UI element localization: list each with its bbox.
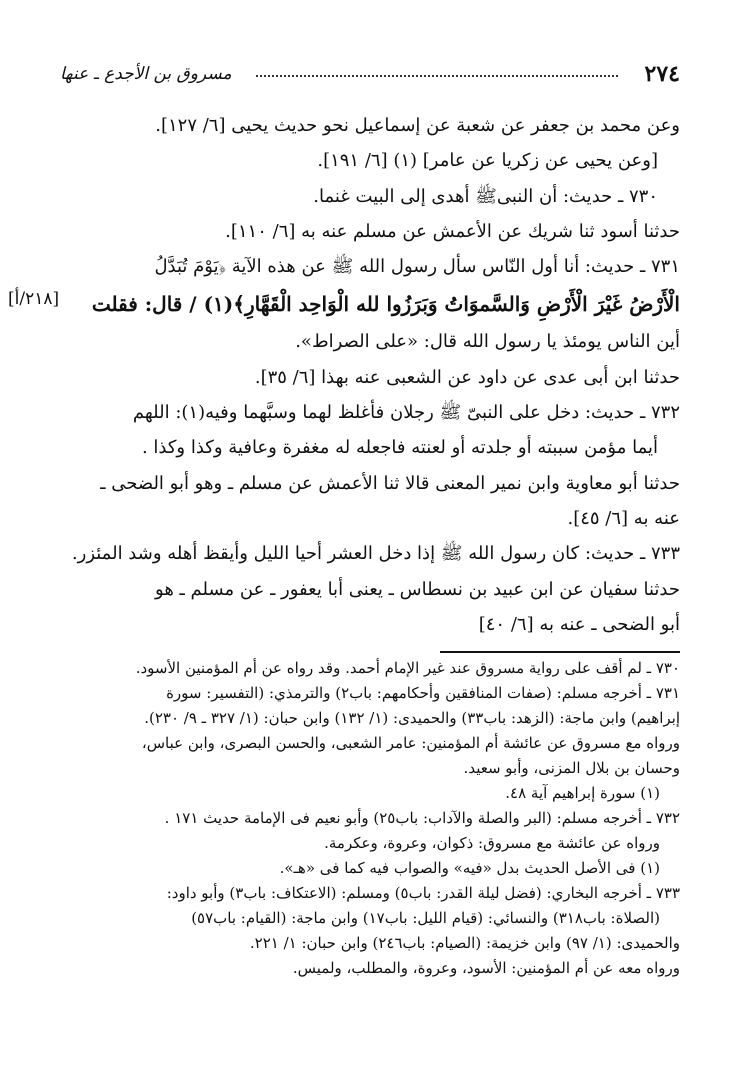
- header-dotted-rule: [256, 75, 618, 77]
- footnote-line: إبراهيم) وابن ماجة: (الزهد: باب٣٣) والحميدى: (١/ ١٣٢) وابن حبان: (١/ ٣٢٧ ـ ٩/ ٢٣٠).: [144, 709, 680, 727]
- text-line: ٧٣٠ ـ حديث: أن النبىﷺ أهدى إلى البيت غنما.: [313, 185, 658, 207]
- text-line: حدثنا ابن أبى عدى عن داود عن الشعبى عنه بهذا [٦/ ٣٥].: [254, 366, 680, 388]
- footnotes: [54, 656, 680, 981]
- text-line: حدثنا أسود ثنا شريك عن الأعمش عن مسلم عنه به [٦/ ١١٠].: [225, 220, 680, 242]
- footnote-line: ٧٣١ ـ أخرجه مسلم: (صفات المنافقين وأحكامهم: باب٢) والترمذي: (التفسير: سورة: [166, 684, 680, 702]
- text-line: ٧٣٢ ـ حديث: دخل على النبىّ ﷺ رجلان فأغلظ لهما وسبَّهما وفيه(١): اللهم: [132, 402, 680, 424]
- text-line: أبو الضحى ـ عنه به [٦/ ٤٠]: [478, 613, 680, 635]
- footnote-line: ورواه مع مسروق عن عائشة أم المؤمنين: عامر الشعبى، والحسن البصرى، وابن عباس،: [141, 734, 680, 752]
- text-line: ٧٣٣ ـ حديث: كان رسول الله ﷺ إذا دخل العشر أحيا الليل وأيقظ أهله وشد المئزر.: [71, 543, 680, 565]
- text-line: عنه به [٦/ ٤٥].: [567, 507, 680, 529]
- footnote-line: ورواه معه عن أم المؤمنين: الأسود، وعروة، والمطلب، ولميس.: [292, 959, 680, 977]
- text-line: أيما مؤمن سببته أو جلدته أو لعنته فاجعله له مغفرة وعافية وكذا وكذا .: [141, 437, 658, 459]
- text-line: حدثنا أبو معاوية وابن نمير المعنى قالا ثنا الأعمش عن مسلم ـ وهو أبو الضحى ـ: [100, 472, 680, 494]
- footnote-line: والحميدى: (١/ ٩٧) وابن خزيمة: (الصيام: باب٢٤٦) وابن حبان: ١/ ٢٢١.: [249, 934, 680, 952]
- main-text: [54, 108, 680, 642]
- text-line: ٧٣١ ـ حديث: أنا أول النّاس سأل رسول الله ﷺ عن هذه الآية ﴿يَوْمَ تُبَدَّلُ: [154, 256, 680, 278]
- footnote-line: ٧٣٣ ـ أخرجه البخاري: (فضل ليلة القدر: باب٥) ومسلم: (الاعتكاف: باب٣) وأبو داود:: [166, 884, 680, 902]
- running-title: مسروق بن الأجدع ـ عنها: [60, 64, 232, 84]
- text-line: أين الناس يومئذ يا رسول الله قال: «على الصراط».: [295, 331, 680, 353]
- footnote-line: (الصلاة: باب٣١٨) والنسائي: (قيام الليل: باب١٧) وابن ماجة: (القيام: باب٥٧): [191, 909, 660, 927]
- text-line: حدثنا سفيان عن ابن عبيد بن نسطاس ـ يعنى أبا يعفور ـ عن مسلم ـ هو: [155, 578, 680, 600]
- footnote-line: ٧٣٢ ـ أخرجه مسلم: (البر والصلة والآداب: باب٢٥) وأبو نعيم فى الإمامة حديث ١٧١ .: [164, 809, 680, 827]
- page-number: ٢٧٤: [644, 61, 680, 87]
- text-line: الْأَرْضُ غَيْرَ الْأَرْضِ وَالسَّموَاتُ وَبَرَزُوا لله الْوَاحِد الْقَهَّارِ﴾(١) / قال: فقلت: [91, 292, 680, 317]
- margin-folio-note: [٢١٨/أ]: [8, 289, 60, 309]
- footnote-line: وحسان بن بلال المزنى، وأبو سعيد.: [463, 759, 680, 777]
- text-line: [وعن يحيى عن زكريا عن عامر] (١) [٦/ ١٩١].: [317, 150, 658, 172]
- footnote-line: ٧٣٠ ـ لم أقف على رواية مسروق عند غير الإمام أحمد. وقد رواه عن أم المؤمنين الأسود.: [135, 659, 680, 677]
- footnote-line: (١) فى الأصل الحديث بدل «فيه» والصواب فيه كما فى «هـ».: [279, 859, 660, 877]
- text-line: وعن محمد بن جعفر عن شعبة عن إسماعيل نحو حديث يحيى [٦/ ١٢٧].: [155, 115, 680, 136]
- footnote-separator: [440, 651, 680, 653]
- footnote-line: (١) سورة إبراهيم آية ٤٨.: [505, 784, 660, 802]
- footnote-line: ورواه عن عائشة مع مسروق: ذكوان، وعروة، وعكرمة.: [324, 834, 660, 852]
- page-header: [60, 60, 680, 88]
